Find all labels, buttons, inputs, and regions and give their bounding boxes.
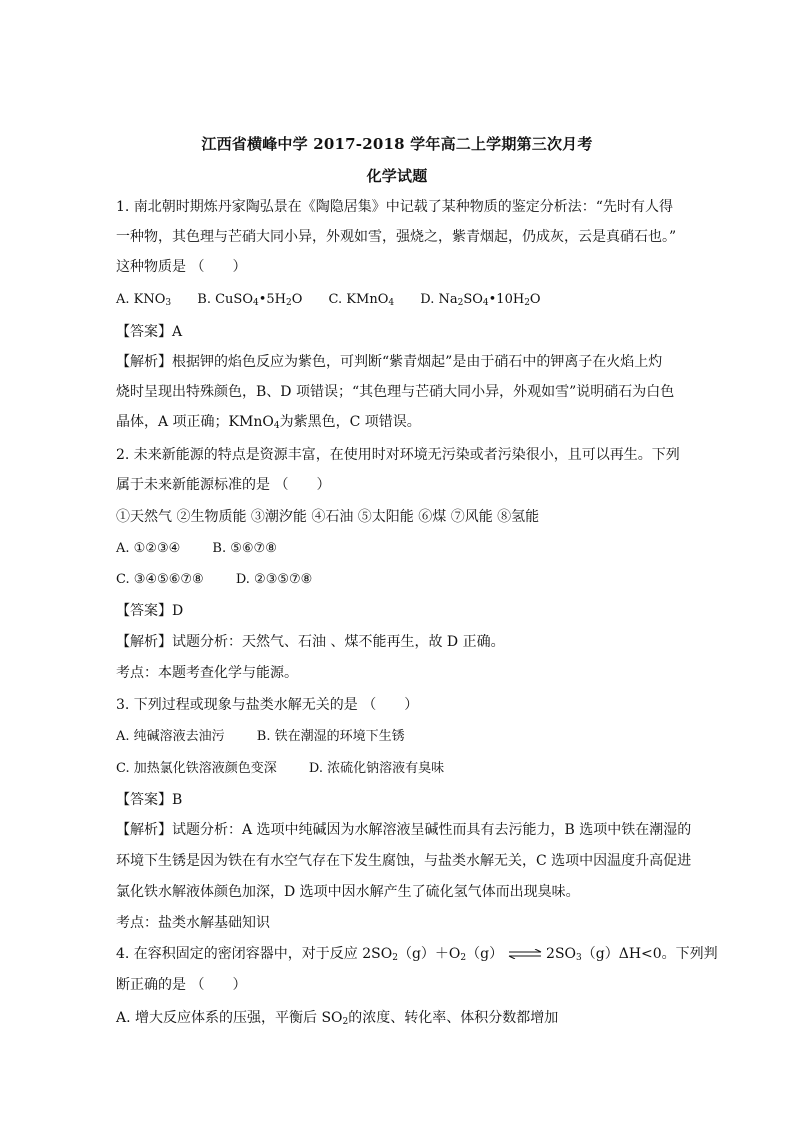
q2-choices-list: ①天然气 ②生物质能 ③潮汐能 ④石油 ⑤太阳能 ⑥煤 ⑦风能 ⑧氢能 (116, 509, 540, 525)
q1-option-b: B. $CuSO_4•5H_2O$ (197, 292, 303, 308)
q3-answer: 【答案】B (116, 792, 183, 808)
q1-analysis-line-3: 晶体，A 项正确；KMnO$_4$为紫黑色，C 项错误。 (116, 414, 421, 431)
equilibrium-arrow-icon (508, 949, 542, 959)
q1-analysis-line-1: 【解析】根据钾的焰色反应为紫色，可判断“紫青烟起”是由于硝石中的钾离子在火焰上灼 (116, 354, 663, 370)
document-title: 江西省横峰中学 2017-2018 学年高二上学期第三次月考 (201, 135, 593, 153)
q2-option-a: A. ①②③④ (116, 541, 181, 556)
q3-stem: 3. 下列过程或现象与盐类水解无关的是 （ ） (116, 697, 419, 713)
q2-option-d: D. ②③⑤⑦⑧ (235, 572, 313, 587)
q1-answer: 【答案】A (116, 324, 183, 340)
q3-option-c: C. 加热氯化铁溶液颜色变深 (116, 761, 277, 776)
q3-option-a: A. 纯碱溶液去油污 (116, 729, 225, 744)
q1-analysis-line-2: 烧时呈现出特殊颜色，B、D 项错误；“其色理与芒硝大同小异，外观如雪”说明硝石为白色 (116, 384, 675, 400)
q3-analysis-line-2: 环境下生锈是因为铁在有水空气存在下发生腐蚀，与盐类水解无关，C 选项中因温度升高促进 (116, 853, 692, 869)
q2-option-b: B. ⑤⑥⑦⑧ (212, 541, 277, 556)
q3-analysis-line-1: 【解析】试题分析：A 选项中纯碱因为水解溶液呈碱性而具有去污能力，B 选项中铁在潮湿的 (116, 822, 692, 838)
q4-option-a: A. 增大反应体系的压强，平衡后 $SO_2$的浓度、转化率、体积分数都增加 (116, 1010, 559, 1027)
q1-stem-line-1: 1. 南北朝时期炼丹家陶弘景在《陶隐居集》中记载了某种物质的鉴定分析法：“先时有人得 (116, 199, 673, 215)
document-subtitle: 化学试题 (366, 167, 428, 185)
q3-option-b: B. 铁在潮湿的环境下生锈 (256, 729, 405, 744)
q1-option-c: C. KMnO$_4$ (328, 292, 395, 308)
q3-knowledge-point: 考点：盐类水解基础知识 (116, 915, 270, 931)
q2-analysis: 【解析】试题分析：天然气、石油 、煤不能再生，故 D 正确。 (116, 634, 505, 650)
q2-knowledge-point: 考点：本题考查化学与能源。 (116, 665, 298, 681)
q1-options (116, 290, 686, 313)
q3-options-row-2 (116, 759, 686, 779)
q4-stem-line-2: 断正确的是 （ ） (116, 977, 247, 993)
q2-options-row-2 (116, 570, 686, 590)
q2-answer: 【答案】D (116, 603, 184, 619)
q2-stem-line-1: 2. 未来新能源的特点是资源丰富，在使用时对环境无污染或者污染很小，且可以再生。下列 (116, 447, 680, 463)
q2-stem-line-2: 属于未来新能源标准的是 （ ） (116, 477, 331, 493)
q4-stem-line-1: 4. 在容积固定的密闭容器中，对于反应 $2SO_2(g)+O_2(g)$ $2SO_3(g)\Delta H<0$。下列判 (116, 946, 718, 963)
q3-options-row-1 (116, 727, 686, 747)
q2-options-row-1 (116, 539, 686, 559)
q1-option-d: D. $Na_2SO_4•10H_2O$ (420, 292, 541, 308)
q2-option-c: C. ③④⑤⑥⑦⑧ (116, 572, 204, 587)
q3-option-d: D. 浓硫化钠溶液有臭味 (308, 761, 445, 776)
q1-stem-line-2: 一种物，其色理与芒硝大同小异，外观如雪，强烧之，紫青烟起，仍成灰，云是真硝石也。” (116, 229, 677, 245)
q1-stem-line-3: 这种物质是 （ ） (116, 259, 247, 275)
q3-analysis-line-3: 氯化铁水解液体颜色加深，D 选项中因水解产生了硫化氢气体而出现臭味。 (116, 884, 580, 900)
q1-option-a: A. $KNO_3$ (116, 292, 172, 308)
